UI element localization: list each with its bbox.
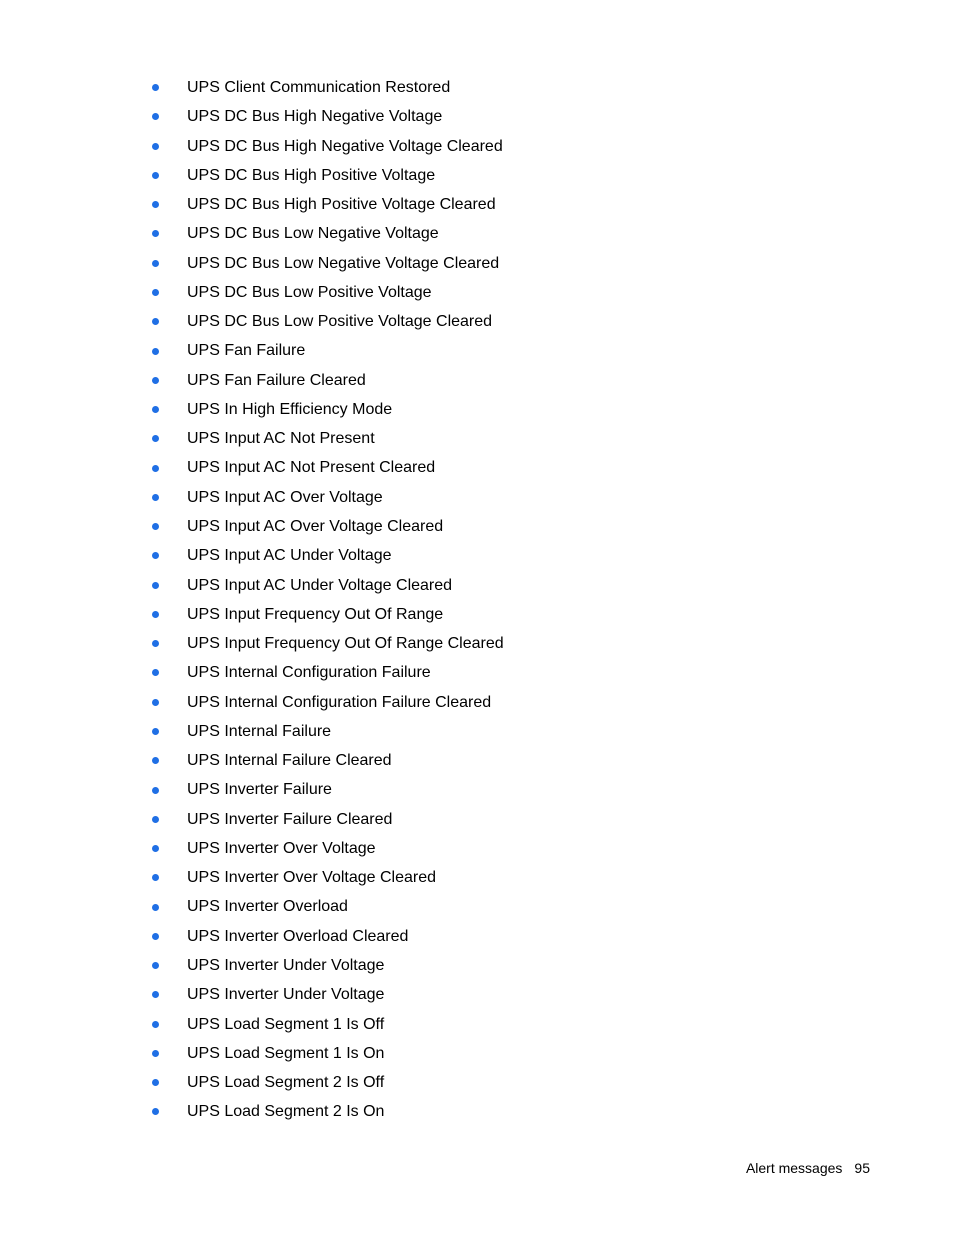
list-item (152, 73, 504, 102)
list-item (152, 249, 504, 278)
list-item (152, 366, 504, 395)
bullet-dot-icon (152, 318, 159, 325)
list-item (152, 980, 504, 1009)
list-item-label: UPS Inverter Overload Cleared (187, 927, 409, 945)
bullet-dot-icon (152, 201, 159, 208)
bullet-dot-icon (152, 289, 159, 296)
list-item-label: UPS Input AC Over Voltage (187, 488, 383, 506)
bullet-dot-icon (152, 728, 159, 735)
bullet-dot-icon (152, 435, 159, 442)
list-item-label: UPS DC Bus Low Positive Voltage (187, 283, 432, 301)
bullet-dot-icon (152, 699, 159, 706)
list-item-label: UPS DC Bus Low Positive Voltage Cleared (187, 313, 493, 331)
list-item (152, 453, 504, 482)
list-item-label: UPS DC Bus Low Negative Voltage (187, 225, 439, 243)
list-item (152, 600, 504, 629)
bullet-dot-icon (152, 962, 159, 969)
list-item (152, 336, 504, 365)
list-item-label: UPS DC Bus High Positive Voltage Cleared (187, 196, 496, 214)
list-item-label: UPS Inverter Overload (187, 898, 348, 916)
bullet-dot-icon (152, 611, 159, 618)
page-number: 95 (854, 1160, 870, 1176)
bullet-dot-icon (152, 465, 159, 472)
list-item-label: UPS DC Bus High Negative Voltage Cleared (187, 137, 503, 155)
list-item-label: UPS Input AC Over Voltage Cleared (187, 517, 444, 535)
list-item (152, 102, 504, 131)
bullet-dot-icon (152, 494, 159, 501)
bullet-dot-icon (152, 640, 159, 647)
list-item-label: UPS Internal Failure Cleared (187, 752, 392, 770)
page-footer (746, 1158, 870, 1178)
bullet-dot-icon (152, 1079, 159, 1086)
bullet-dot-icon (152, 787, 159, 794)
list-item-label: UPS Client Communication Restored (187, 79, 451, 96)
list-item-label: UPS Load Segment 1 Is On (187, 1044, 385, 1062)
list-item-label: UPS DC Bus Low Negative Voltage Cleared (187, 254, 500, 272)
list-item (152, 951, 504, 980)
list-item (152, 1039, 504, 1068)
list-item-label: UPS DC Bus High Negative Voltage (187, 108, 443, 126)
list-item-label: UPS Inverter Over Voltage (187, 839, 376, 857)
list-item (152, 658, 504, 687)
list-item-label: UPS Input AC Under Voltage Cleared (187, 576, 453, 594)
list-item (152, 278, 504, 307)
list-item-label: UPS Fan Failure (187, 342, 306, 360)
list-item-label: UPS Input AC Not Present (187, 430, 375, 448)
bullet-dot-icon (152, 1050, 159, 1057)
list-item (152, 190, 504, 219)
list-item-label: UPS Load Segment 2 Is On (187, 1103, 385, 1121)
bullet-dot-icon (152, 816, 159, 823)
list-item (152, 132, 504, 161)
bullet-dot-icon (152, 260, 159, 267)
list-item (152, 775, 504, 804)
bullet-dot-icon (152, 143, 159, 150)
list-item-label: UPS Load Segment 1 Is Off (187, 1015, 385, 1033)
list-item (152, 161, 504, 190)
list-item (152, 688, 504, 717)
footer-section-title: Alert messages (745, 1160, 843, 1176)
list-item-label: UPS DC Bus High Positive Voltage (187, 166, 436, 184)
bullet-dot-icon (152, 991, 159, 998)
bullet-dot-icon (152, 172, 159, 179)
bullet-dot-icon (152, 113, 159, 120)
list-item (152, 541, 504, 570)
list-item-label: UPS Load Segment 2 Is Off (187, 1074, 385, 1092)
list-item-label: UPS Inverter Failure Cleared (187, 810, 393, 828)
list-item-label: UPS Inverter Failure (187, 781, 332, 799)
list-item (152, 629, 504, 658)
list-item (152, 746, 504, 775)
bullet-dot-icon (152, 84, 159, 91)
bullet-dot-icon (152, 230, 159, 237)
bullet-dot-icon (152, 348, 159, 355)
bullet-dot-icon (152, 757, 159, 764)
bullet-dot-icon (152, 845, 159, 852)
list-item (152, 1097, 504, 1126)
list-item-label: UPS Inverter Over Voltage Cleared (187, 869, 437, 887)
list-item-label: UPS Fan Failure Cleared (187, 371, 366, 389)
list-item (152, 483, 504, 512)
list-item-label: UPS Internal Failure (187, 722, 332, 740)
list-item (152, 717, 504, 746)
list-item (152, 863, 504, 892)
list-item (152, 922, 504, 951)
list-item (152, 307, 504, 336)
list-item-label: UPS Input Frequency Out Of Range (187, 605, 444, 623)
list-item (152, 805, 504, 834)
list-item-label: UPS Input Frequency Out Of Range Cleared (187, 635, 504, 653)
list-item-label: UPS Internal Configuration Failure (187, 664, 431, 682)
list-item (152, 424, 504, 453)
bullet-dot-icon (152, 669, 159, 676)
alert-message-list (152, 73, 504, 1127)
bullet-dot-icon (152, 406, 159, 413)
list-item (152, 1068, 504, 1097)
list-item (152, 571, 504, 600)
bullet-dot-icon (152, 904, 159, 911)
list-item-label: UPS Input AC Under Voltage (187, 547, 392, 565)
list-item-label: UPS Inverter Under Voltage (187, 986, 385, 1004)
list-item (152, 512, 504, 541)
list-item-label: UPS Internal Configuration Failure Cleared (187, 693, 492, 711)
bullet-dot-icon (152, 1108, 159, 1115)
bullet-dot-icon (152, 377, 159, 384)
list-item-label: UPS Inverter Under Voltage (187, 956, 385, 974)
bullet-dot-icon (152, 874, 159, 881)
bullet-dot-icon (152, 1021, 159, 1028)
list-item-label: UPS Input AC Not Present Cleared (187, 459, 436, 477)
list-item-label: UPS In High Efficiency Mode (187, 400, 393, 418)
list-item (152, 219, 504, 248)
list-item (152, 1010, 504, 1039)
bullet-dot-icon (152, 582, 159, 589)
bullet-dot-icon (152, 933, 159, 940)
list-item (152, 395, 504, 424)
list-item (152, 892, 504, 921)
list-item (152, 834, 504, 863)
bullet-dot-icon (152, 523, 159, 530)
bullet-dot-icon (152, 552, 159, 559)
